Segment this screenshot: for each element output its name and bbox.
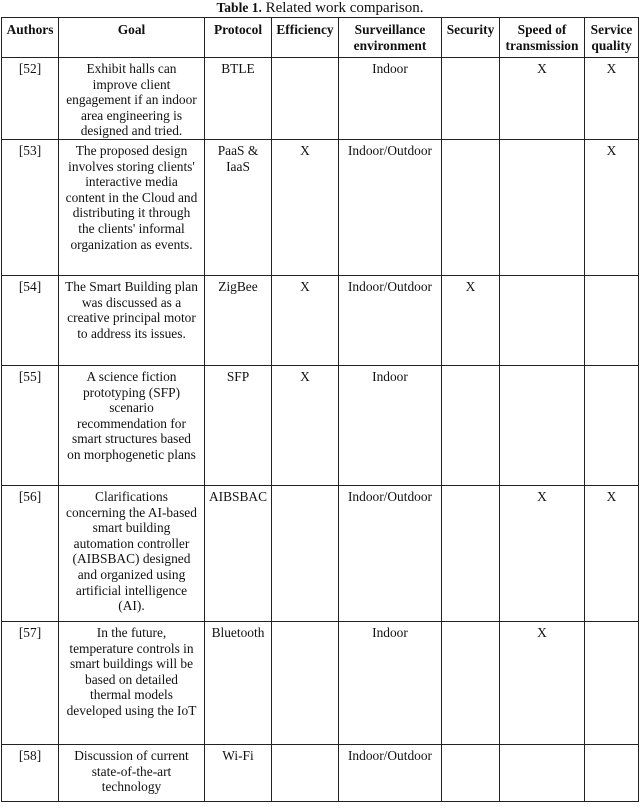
environment-cell: Indoor/Outdoor <box>339 275 442 365</box>
author-cell: [58] <box>2 744 59 801</box>
author-cell: [53] <box>2 139 59 275</box>
header-security: Security <box>442 18 500 58</box>
header-authors: Authors <box>2 18 59 58</box>
security-cell <box>442 621 500 744</box>
goal-cell: In the future, temperature controls in smart buildings will be based on detailed thermal models developed using the IoT <box>59 621 205 744</box>
caption-text: Related work comparison. <box>265 0 424 16</box>
protocol-cell: Bluetooth <box>205 621 272 744</box>
goal-cell: Exhibit halls can improve client engagement if an indoor area engineering is designed and tried. <box>59 58 205 140</box>
table-row <box>2 621 639 744</box>
security-cell <box>442 485 500 621</box>
speed-cell <box>500 744 585 801</box>
protocol-cell: ZigBee <box>205 275 272 365</box>
speed-cell: X <box>500 58 585 140</box>
goal-cell: The Smart Building plan was discussed as a creative principal motor to address its issues. <box>59 275 205 365</box>
author-cell: [55] <box>2 365 59 485</box>
speed-cell: X <box>500 485 585 621</box>
author-cell: [52] <box>2 58 59 140</box>
efficiency-cell <box>272 621 339 744</box>
efficiency-cell <box>272 58 339 140</box>
security-cell <box>442 744 500 801</box>
quality-cell <box>585 744 639 801</box>
table-row <box>2 744 639 801</box>
environment-cell: Indoor/Outdoor <box>339 139 442 275</box>
goal-cell: A science fiction prototyping (SFP) scenario recommendation for smart structures based on morphogenetic plans <box>59 365 205 485</box>
environment-cell: Indoor/Outdoor <box>339 485 442 621</box>
efficiency-cell <box>272 744 339 801</box>
goal-cell: The proposed design involves storing clients' interactive media content in the Cloud and distributing it through the clients' informal organization as events. <box>59 139 205 275</box>
author-cell: [56] <box>2 485 59 621</box>
quality-cell: X <box>585 139 639 275</box>
environment-cell: Indoor <box>339 58 442 140</box>
table-row <box>2 58 639 140</box>
protocol-cell: PaaS & IaaS <box>205 139 272 275</box>
quality-cell: X <box>585 485 639 621</box>
quality-cell <box>585 365 639 485</box>
efficiency-cell <box>272 485 339 621</box>
efficiency-cell: X <box>272 365 339 485</box>
quality-cell: X <box>585 58 639 140</box>
quality-cell <box>585 621 639 744</box>
table-row <box>2 139 639 275</box>
speed-cell <box>500 365 585 485</box>
speed-cell <box>500 275 585 365</box>
author-cell: [57] <box>2 621 59 744</box>
table-caption <box>0 0 640 16</box>
table-row <box>2 365 639 485</box>
goal-cell: Discussion of current state-of-the-art technology <box>59 744 205 801</box>
author-cell: [54] <box>2 275 59 365</box>
table-row <box>2 275 639 365</box>
efficiency-cell: X <box>272 275 339 365</box>
header-speed-of-transmission: Speed of transmission <box>500 18 585 58</box>
table-row <box>2 485 639 621</box>
comparison-table <box>1 17 639 802</box>
environment-cell: Indoor/Outdoor <box>339 744 442 801</box>
header-protocol: Protocol <box>205 18 272 58</box>
quality-cell <box>585 275 639 365</box>
efficiency-cell: X <box>272 139 339 275</box>
security-cell <box>442 139 500 275</box>
header-efficiency: Efficiency <box>272 18 339 58</box>
goal-cell: Clarifications concerning the AI-based smart building automation controller (AIBSBAC) designed and organized using artificial intelligence (AI). <box>59 485 205 621</box>
header-row <box>2 18 639 58</box>
protocol-cell: SFP <box>205 365 272 485</box>
protocol-cell: Wi-Fi <box>205 744 272 801</box>
security-cell: X <box>442 275 500 365</box>
protocol-cell: BTLE <box>205 58 272 140</box>
security-cell <box>442 365 500 485</box>
protocol-cell: AIBSBAC <box>205 485 272 621</box>
header-surveillance-environment: Surveillance environment <box>339 18 442 58</box>
speed-cell: X <box>500 621 585 744</box>
header-service-quality: Service quality <box>585 18 639 58</box>
header-goal: Goal <box>59 18 205 58</box>
caption-label: Table 1. <box>216 0 262 15</box>
security-cell <box>442 58 500 140</box>
environment-cell: Indoor <box>339 621 442 744</box>
speed-cell <box>500 139 585 275</box>
environment-cell: Indoor <box>339 365 442 485</box>
